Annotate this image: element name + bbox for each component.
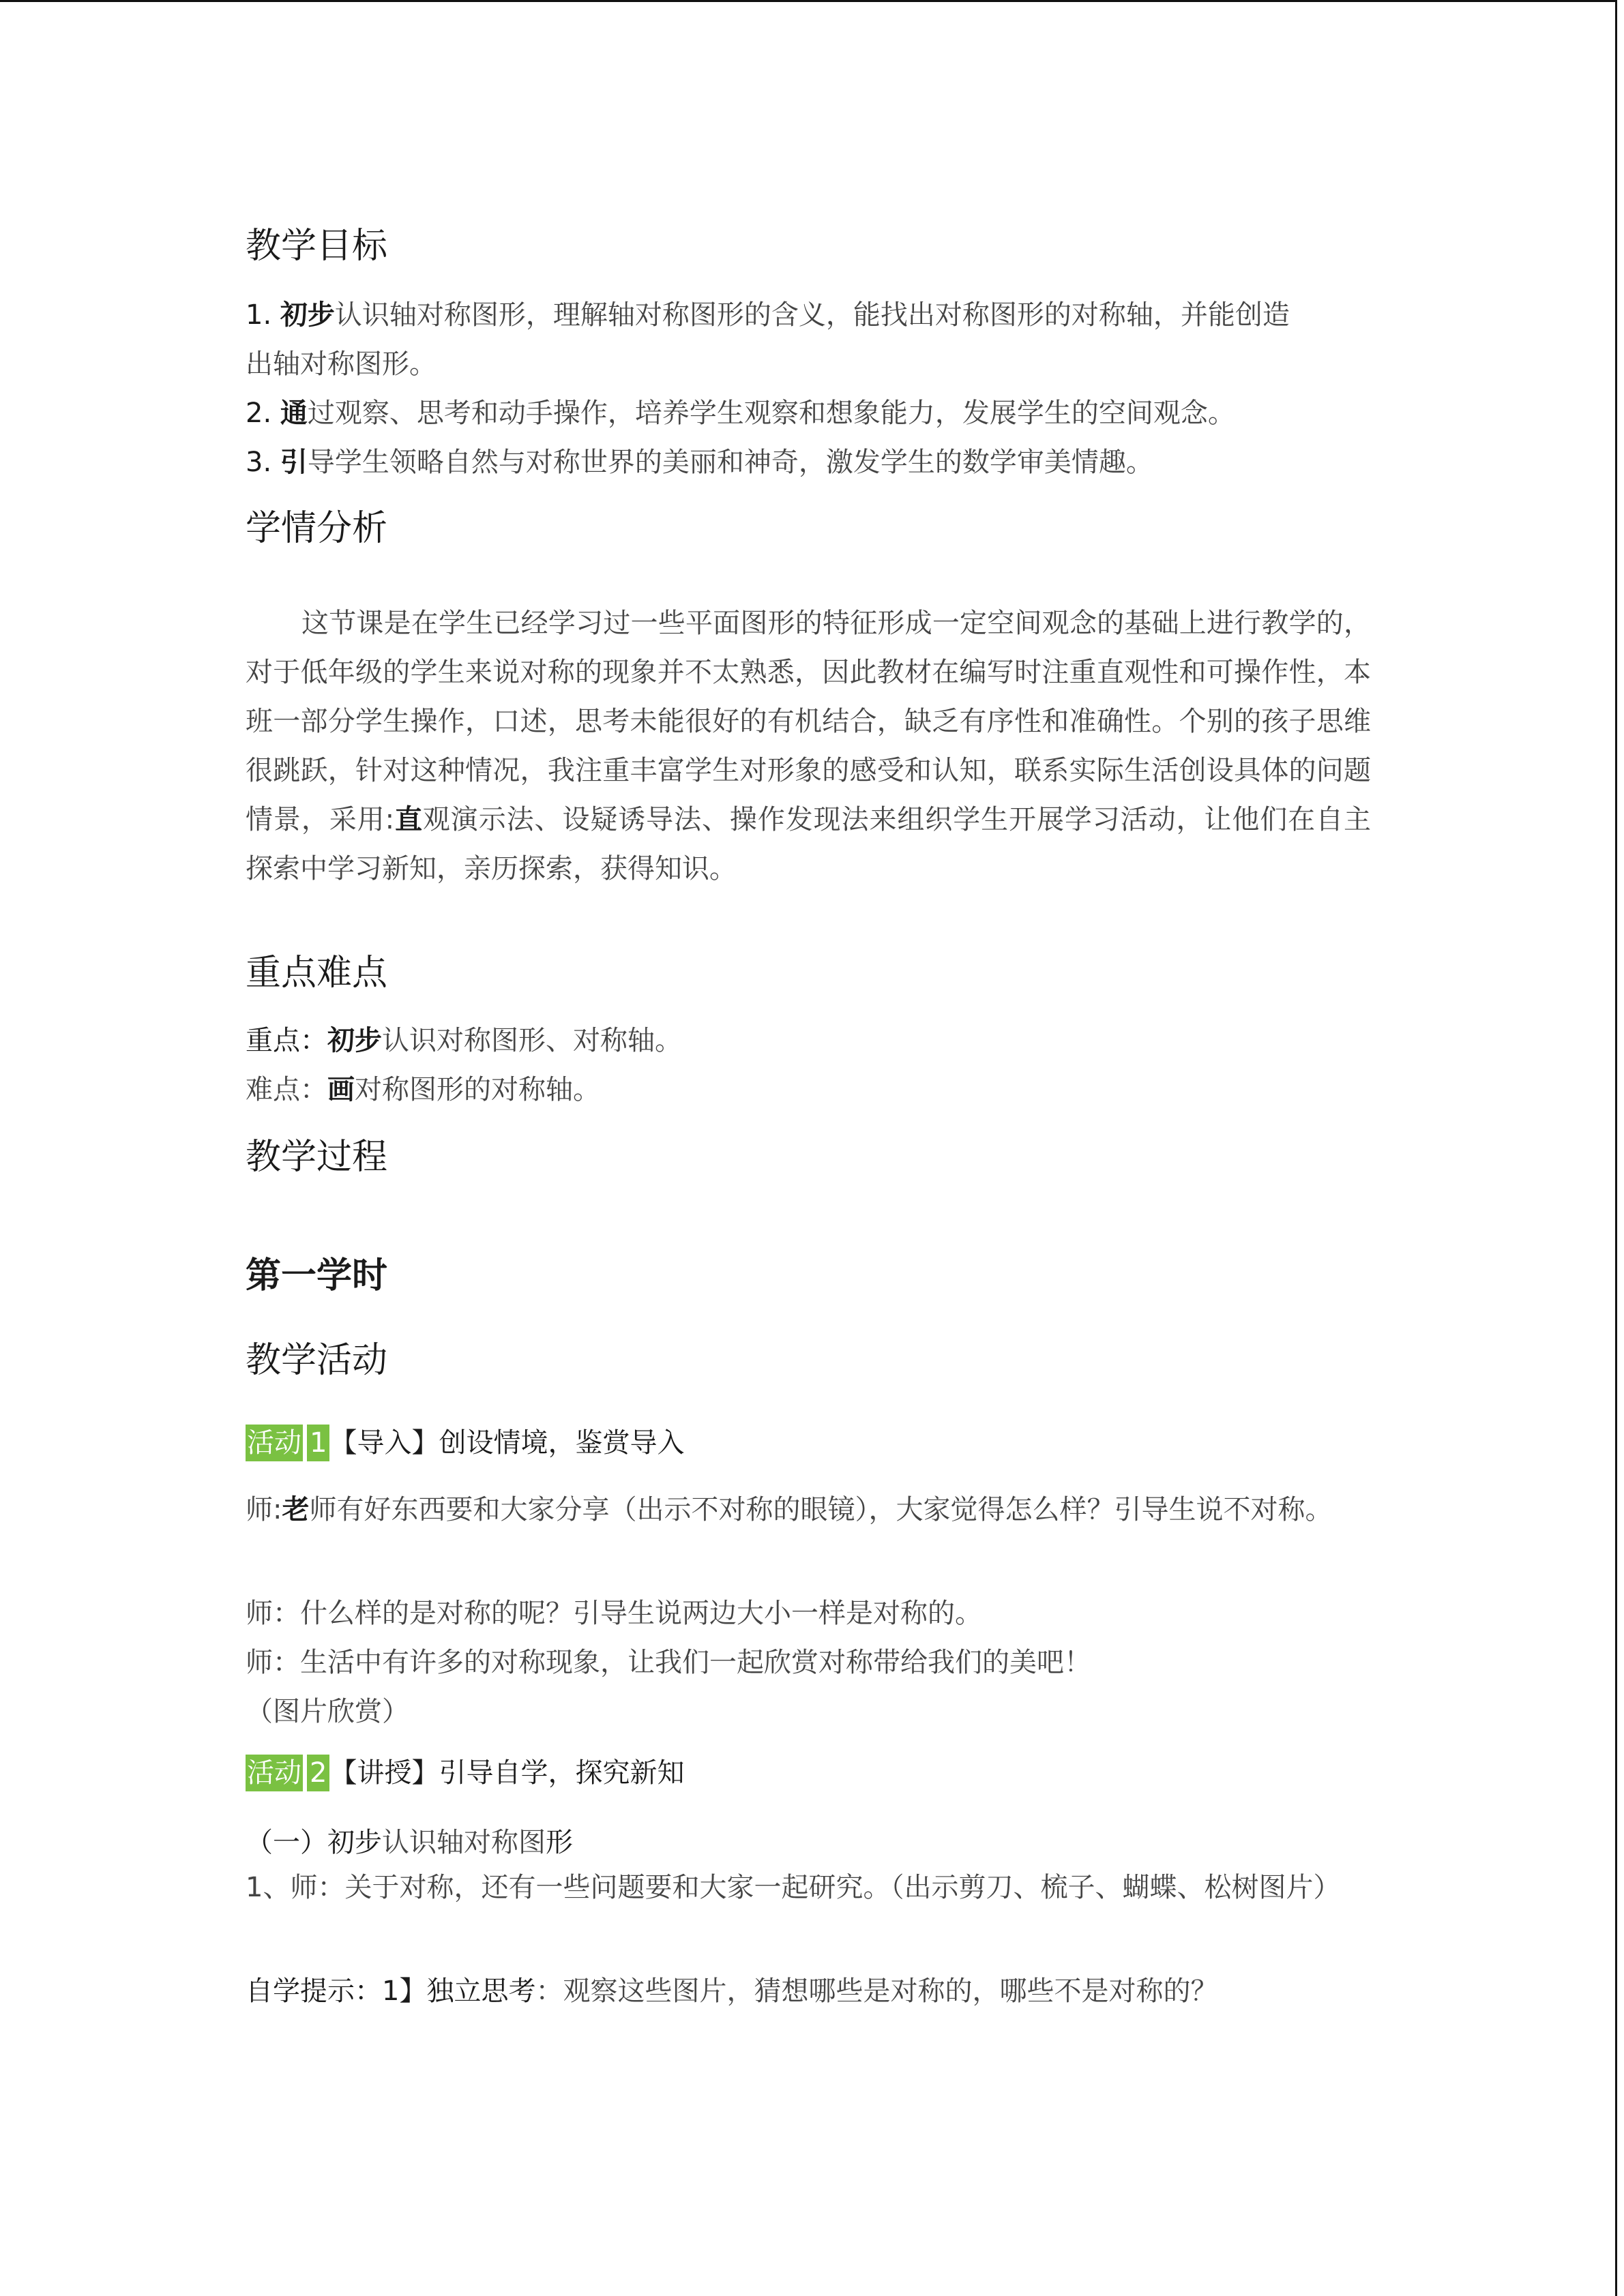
difficulty-point (246, 1068, 600, 1107)
keypoints-heading: 重点难点 (246, 953, 388, 994)
activity-1-number: 1 (307, 1425, 329, 1461)
difficulty-text: 对称图形的对称轴。 (355, 1074, 600, 1105)
analysis-paragraph (246, 599, 1371, 893)
goal-1-line-1 (246, 293, 1290, 332)
analysis-text-1: 这节课是在学生已经学习过一些平面图形的特征形成一定空间观念的基础上进行教学的，对于低年级的学生来说对称的现象并不太熟悉，因此教材在编写时注重直观性和可操作性，本班一部分学生操作，口述，思考未能很好的有机结合，缺乏有序性和准确性。个别的孩子思维很跳跃，针对这种情况，我注重丰富学生对形象的感受和认知，联系实际生活创设具体的问题情景，采用: (246, 608, 1371, 835)
activity-2-title (246, 1751, 684, 1790)
self-study-hint (246, 1969, 1217, 2008)
goal-1-number: 1. (246, 299, 272, 331)
difficulty-label: 难点： (246, 1074, 327, 1105)
hint-text: ：观察这些图片，猜想哪些是对称的，哪些不是对称的？ (535, 1976, 1218, 2007)
process-heading: 教学过程 (246, 1137, 388, 1178)
hint-lead: 独立思考 (426, 1976, 536, 2007)
key-point (246, 1019, 682, 1058)
activity-2-subheading (246, 1821, 573, 1860)
lesson-heading: 第一学时 (246, 1255, 388, 1296)
activity-1-tag: 活动 (246, 1425, 303, 1461)
activity-2-sub-lead: （一）初步 (246, 1827, 382, 1858)
goal-3 (246, 441, 1153, 479)
analysis-heading: 学情分析 (246, 508, 388, 549)
goal-2 (246, 391, 1235, 430)
activity-2-tag: 活动 (246, 1755, 303, 1791)
goal-2-number: 2. (246, 398, 272, 429)
activity-1-para-2: 师：什么样的是对称的呢？引导生说两边大小一样是对称的。 (246, 1598, 982, 1629)
activity-1-title (246, 1421, 684, 1460)
activity-2-number: 2 (307, 1755, 329, 1791)
activity-1-heading: 【导入】创设情境，鉴赏导入 (329, 1427, 685, 1459)
activity-2-sub-text: 认识轴对称图 (382, 1827, 546, 1858)
key-point-label: 重点： (246, 1025, 327, 1056)
activity-2-sub-end: 形 (546, 1827, 573, 1858)
activity-1-lead: 老 (282, 1494, 310, 1525)
activity-2-para-1: 1、师：关于对称，还有一些问题要和大家一起研究。（出示剪刀、梳子、蝴蝶、松树图片） (246, 1872, 1341, 1903)
difficulty-lead: 画 (327, 1074, 355, 1105)
analysis-text-2: 直 (394, 804, 423, 835)
activity-1-text: 师有好东西要和大家分享（出示不对称的眼镜），大家觉得怎么样？引导生说不对称。 (309, 1494, 1333, 1525)
activity-2-heading: 【讲授】引导自学，探究新知 (329, 1757, 685, 1789)
activity-1-para-3: 师：生活中有许多的对称现象，让我们一起欣赏对称带给我们的美吧！ (246, 1647, 1091, 1678)
key-point-lead: 初步 (327, 1025, 382, 1056)
goal-3-lead: 引 (280, 447, 308, 478)
goal-1-lead: 初步 (280, 299, 335, 331)
key-point-text: 认识对称图形、对称轴。 (382, 1025, 682, 1056)
goal-3-number: 3. (246, 447, 272, 478)
goals-heading: 教学目标 (246, 226, 388, 267)
goal-2-text: 过观察、思考和动手操作，培养学生观察和想象能力，发展学生的空间观念。 (307, 398, 1235, 429)
activity-1-para-4: （图片欣赏） (246, 1696, 409, 1727)
goal-1-line-2: 出轴对称图形。 (246, 348, 437, 380)
activity-1-para-1 (246, 1485, 1364, 1534)
goal-2-lead: 通 (280, 398, 308, 429)
goal-3-text: 导学生领略自然与对称世界的美丽和神奇，激发学生的数学审美情趣。 (307, 447, 1153, 478)
activities-heading: 教学活动 (246, 1340, 388, 1381)
analysis-text-3: 观演示法、设疑诱导法、操作发现法来组织学生开展学习活动，让他们在自主探索中学习新知，亲历探索，获得知识。 (246, 804, 1371, 884)
activity-1-label: 师: (246, 1494, 282, 1525)
hint-label: 自学提示： (246, 1976, 382, 2007)
goal-1-text: 认识轴对称图形，理解轴对称图形的含义，能找出对称图形的对称轴，并能创造 (334, 299, 1290, 331)
hint-number: 1】 (382, 1976, 427, 2007)
